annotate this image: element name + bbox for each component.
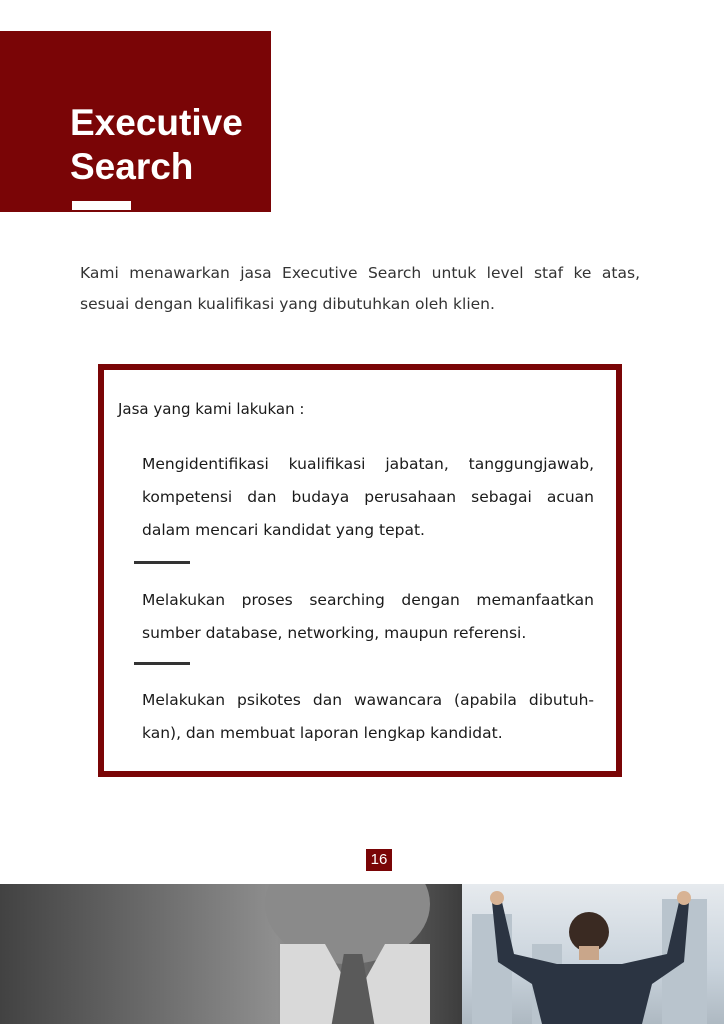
title-line-2: Search bbox=[70, 146, 194, 187]
celebrating-businessman-photo bbox=[462, 884, 724, 1024]
services-box bbox=[98, 364, 622, 777]
divider-2 bbox=[134, 662, 190, 665]
service-item-1: Mengidentifikasi kualifikasi jabatan, tanggungjawab, kompetensi dan budaya perusahaan sebagai acuan dalam mencari kandidat yang tepat. bbox=[142, 455, 594, 539]
businessman-tie-photo bbox=[0, 884, 462, 1024]
title-underline bbox=[72, 201, 131, 210]
title-line-1: Executive bbox=[70, 102, 243, 143]
page-title bbox=[70, 101, 243, 189]
service-item-2: Melakukan proses searching dengan memanfaatkan sumber database, networking, maupun referensi. bbox=[142, 591, 594, 642]
page-number: 16 bbox=[366, 849, 392, 871]
divider-1 bbox=[134, 561, 190, 564]
person-arms-raised-icon bbox=[462, 884, 724, 1024]
title-block bbox=[0, 31, 271, 212]
services-heading: Jasa yang kami lakukan : bbox=[118, 400, 305, 418]
intro-paragraph: Kami menawarkan jasa Executive Search untuk level staf ke atas, sesuai dengan kualifikasi yang dibutuhkan oleh klien. bbox=[80, 264, 640, 313]
service-item-3: Melakukan psikotes dan wawancara (apabila dibutuh-kan), dan membuat laporan lengkap kandidat. bbox=[142, 691, 594, 742]
